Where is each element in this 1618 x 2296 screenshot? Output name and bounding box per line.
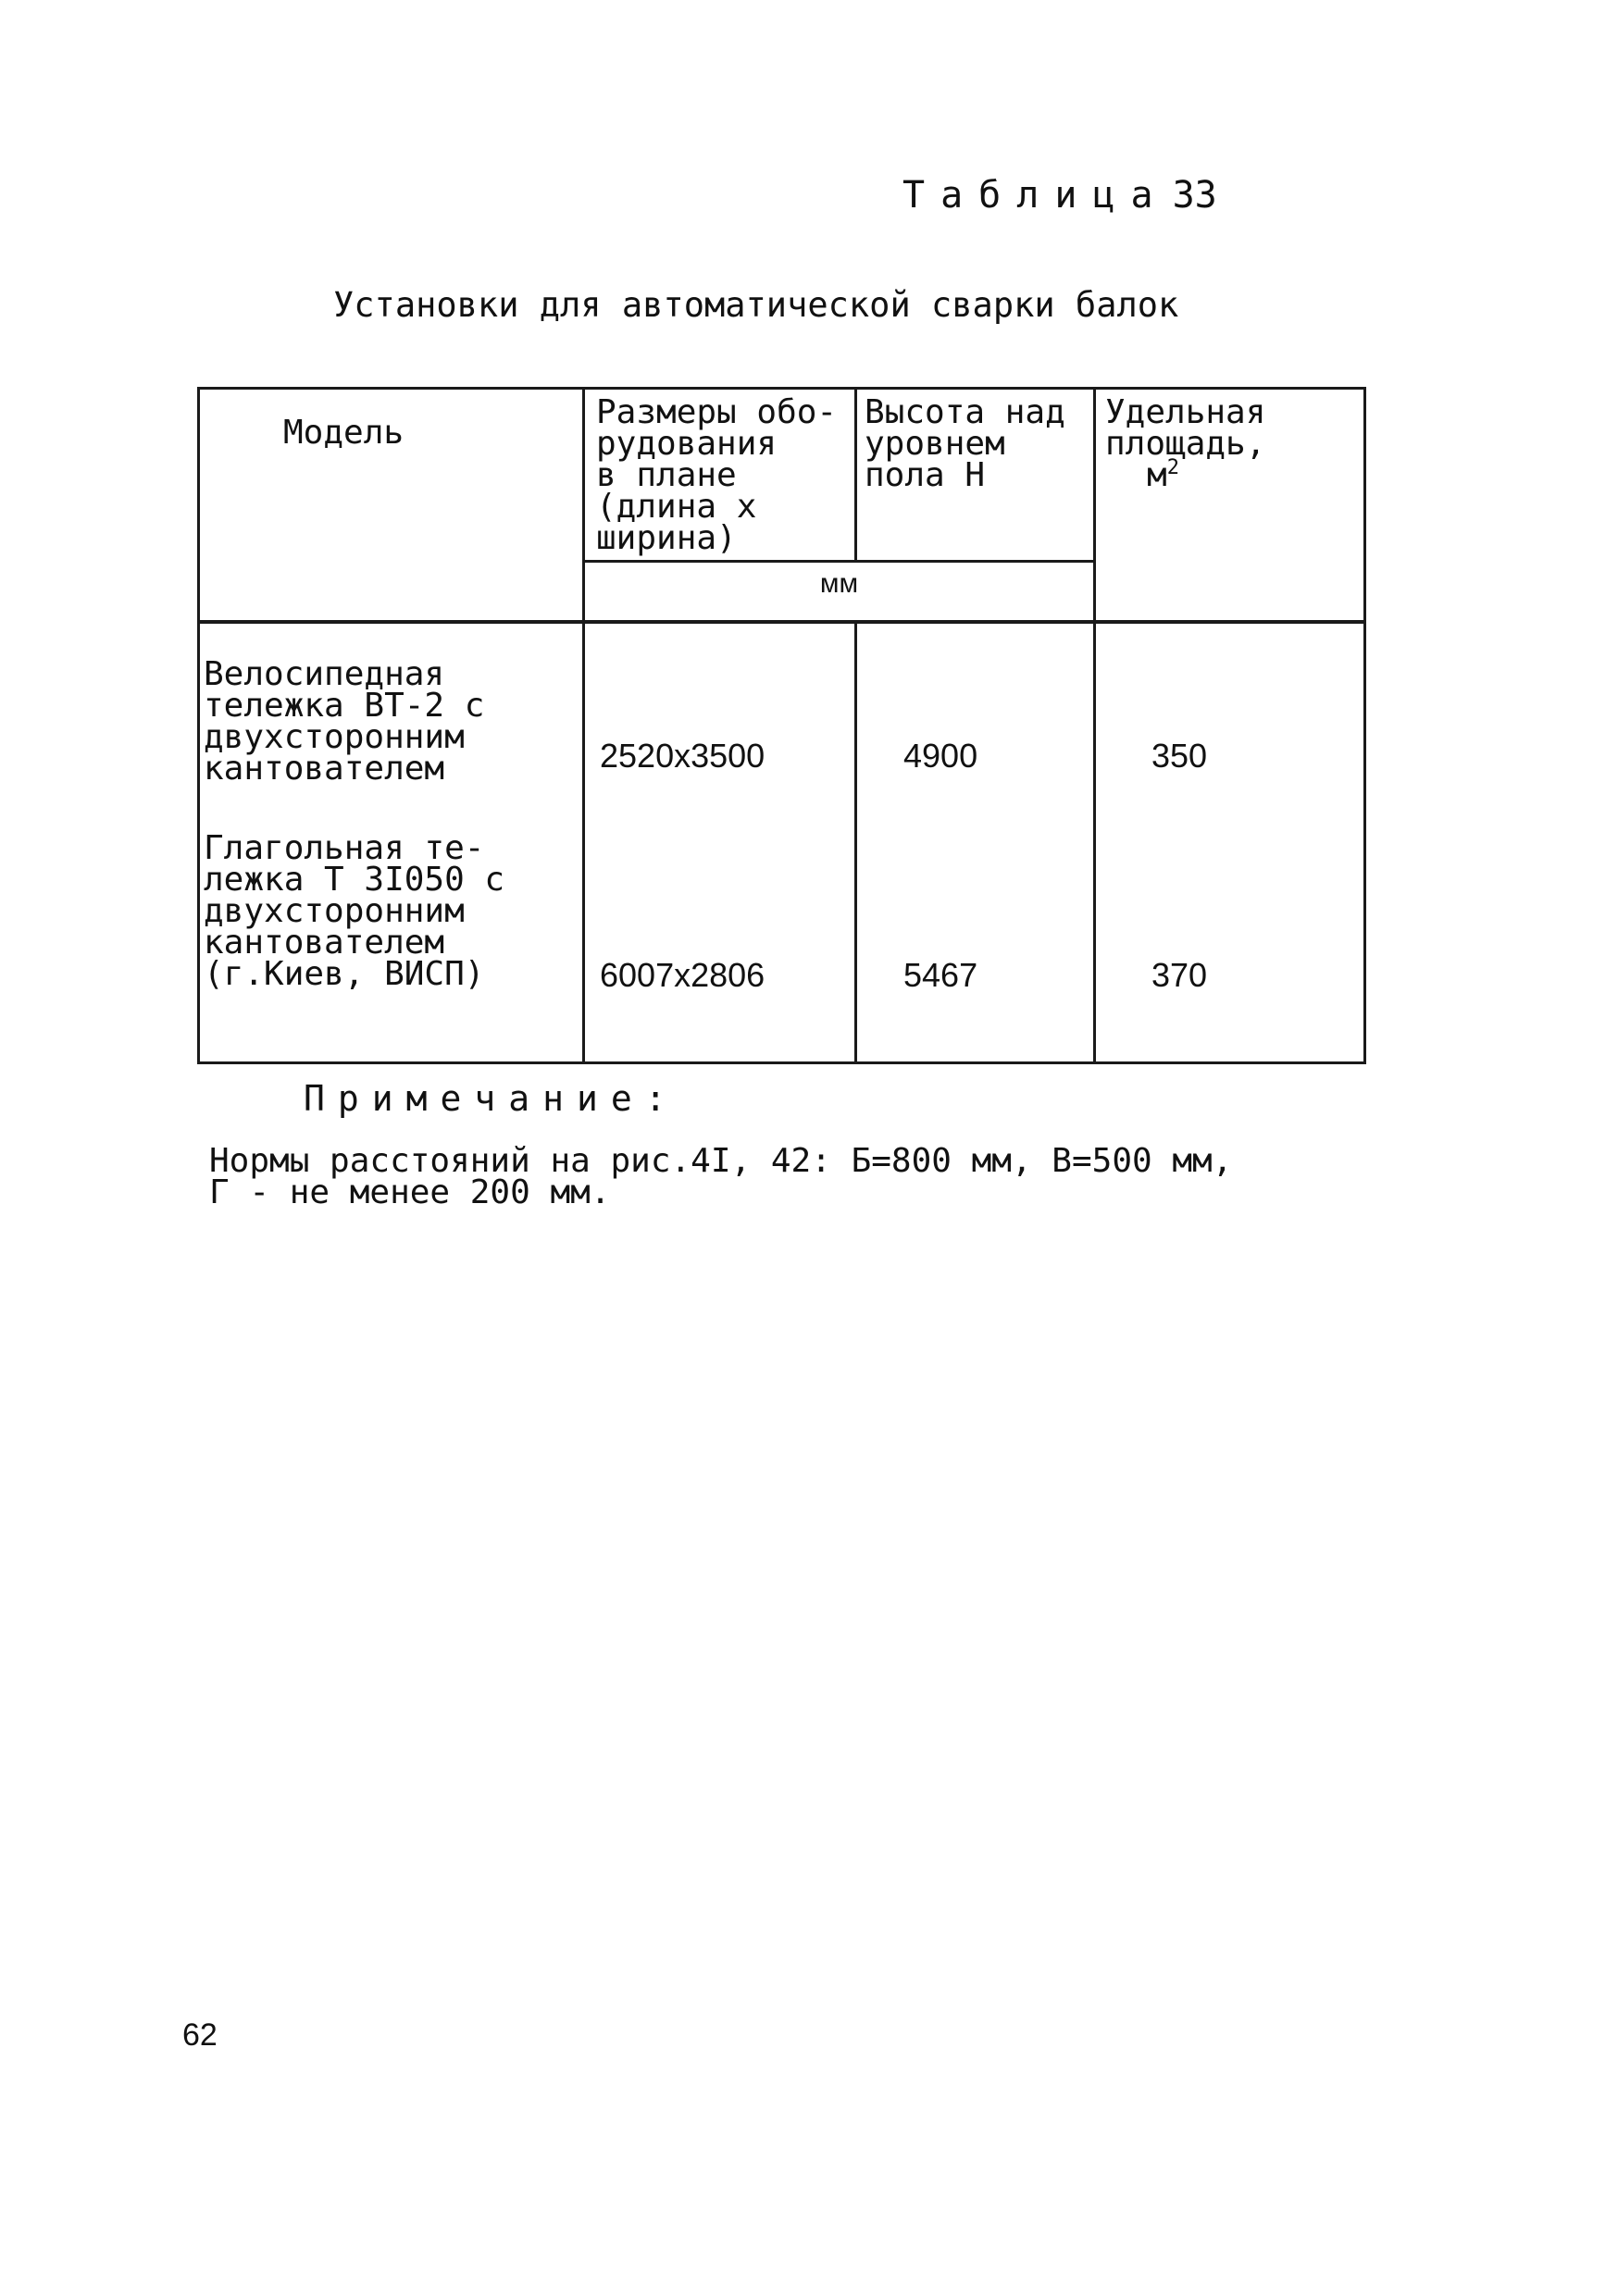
data-table [197, 387, 1363, 1064]
model-cell [199, 622, 584, 1063]
header-model [199, 389, 584, 623]
table-number: 33 [1172, 174, 1217, 217]
model-name-2: Глагольная те- лежка Т 3I050 с двухсторонним кантователем (г.Киев, ВИСП) [204, 829, 505, 993]
table-label: Таблица [902, 174, 1169, 217]
size-value-1: 2520x3500 [600, 737, 765, 775]
table-title: Установки для автоматической сварки балок [333, 285, 1179, 325]
area-value-1: 350 [1151, 737, 1208, 775]
height-value-1: 4900 [903, 737, 978, 775]
size-value-2: 6007x2806 [600, 956, 765, 994]
area-unit-power: 2 [1166, 456, 1179, 479]
page-number: 62 [182, 2017, 218, 2053]
header-size-label: Размеры обо- рудования в плане (длина x ширина) [596, 393, 838, 557]
header-area-unit [1105, 456, 1358, 494]
size-cell [584, 622, 856, 1063]
area-cell [1095, 622, 1365, 1063]
height-value-2: 5467 [903, 956, 978, 994]
header-area-label: Удельная площадь, [1105, 393, 1266, 463]
header-unit-mm: мм [584, 562, 1095, 623]
area-unit-base: м [1147, 456, 1167, 494]
area-value-2: 370 [1151, 956, 1208, 994]
header-size [584, 389, 856, 562]
height-cell [856, 622, 1095, 1063]
note-text: Нормы расстояний на рис.4I, 42: Б=800 мм, В=500 мм, Г - не менее 200 мм. [209, 1142, 1233, 1211]
header-model-label: Модель [283, 414, 404, 452]
model-name-1: Велосипедная тележка BT-2 с двухсторонним кантователем [204, 655, 485, 788]
table-header-row [199, 389, 1365, 562]
header-area [1095, 389, 1365, 623]
header-height [856, 389, 1095, 562]
note-heading: Примечание: [304, 1078, 679, 1119]
table-caption [902, 174, 1217, 217]
header-height-label: Высота над уровнем пола H [865, 393, 1065, 494]
table-body-row [199, 622, 1365, 1063]
